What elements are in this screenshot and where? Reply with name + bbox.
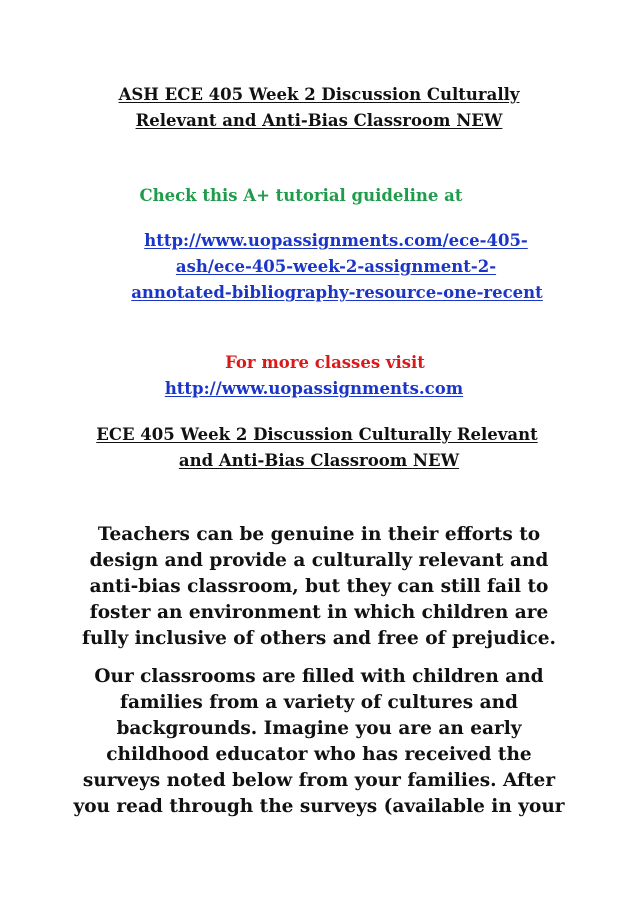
body-paragraph-2-line-2: families from a variety of cultures and bbox=[120, 692, 518, 713]
more-classes-link[interactable]: http://www.uopassignments.com bbox=[164, 379, 464, 398]
tutorial-prompt: Check this A+ tutorial guideline at bbox=[139, 186, 463, 205]
body-paragraph-1-line-2: design and provide a culturally relevant and bbox=[89, 550, 549, 571]
body-paragraph-1-line-1: Teachers can be genuine in their efforts to bbox=[97, 524, 541, 545]
document-title-line-2: Relevant and Anti-Bias Classroom NEW bbox=[135, 111, 503, 130]
body-paragraph-2-line-5: surveys noted below from your families. After bbox=[82, 770, 556, 791]
document-title-line-1: ASH ECE 405 Week 2 Discussion Culturally bbox=[118, 85, 520, 104]
body-paragraph-2-line-4: childhood educator who has received the bbox=[106, 744, 532, 765]
tutorial-link-line-2[interactable]: ash/ece-405-week-2-assignment-2- bbox=[175, 257, 497, 276]
more-classes-prompt: For more classes visit bbox=[225, 353, 425, 372]
body-paragraph-1-line-3: anti-bias classroom, but they can still fail to bbox=[89, 576, 549, 597]
section-title-line-1: ECE 405 Week 2 Discussion Culturally Relevant bbox=[96, 425, 538, 444]
tutorial-link-line-1[interactable]: http://www.uopassignments.com/ece-405- bbox=[144, 231, 528, 250]
body-paragraph-1-line-4: foster an environment in which children are bbox=[89, 602, 549, 623]
body-paragraph-2-line-1: Our classrooms are filled with children and bbox=[94, 666, 544, 687]
body-paragraph-2-line-6: you read through the surveys (available in your bbox=[73, 796, 565, 817]
body-paragraph-2-line-3: backgrounds. Imagine you are an early bbox=[116, 718, 522, 739]
body-paragraph-1-line-5: fully inclusive of others and free of prejudice. bbox=[82, 628, 556, 649]
section-title-line-2: and Anti-Bias Classroom NEW bbox=[178, 451, 460, 470]
tutorial-link-line-3[interactable]: annotated-bibliography-resource-one-recent bbox=[131, 283, 543, 302]
